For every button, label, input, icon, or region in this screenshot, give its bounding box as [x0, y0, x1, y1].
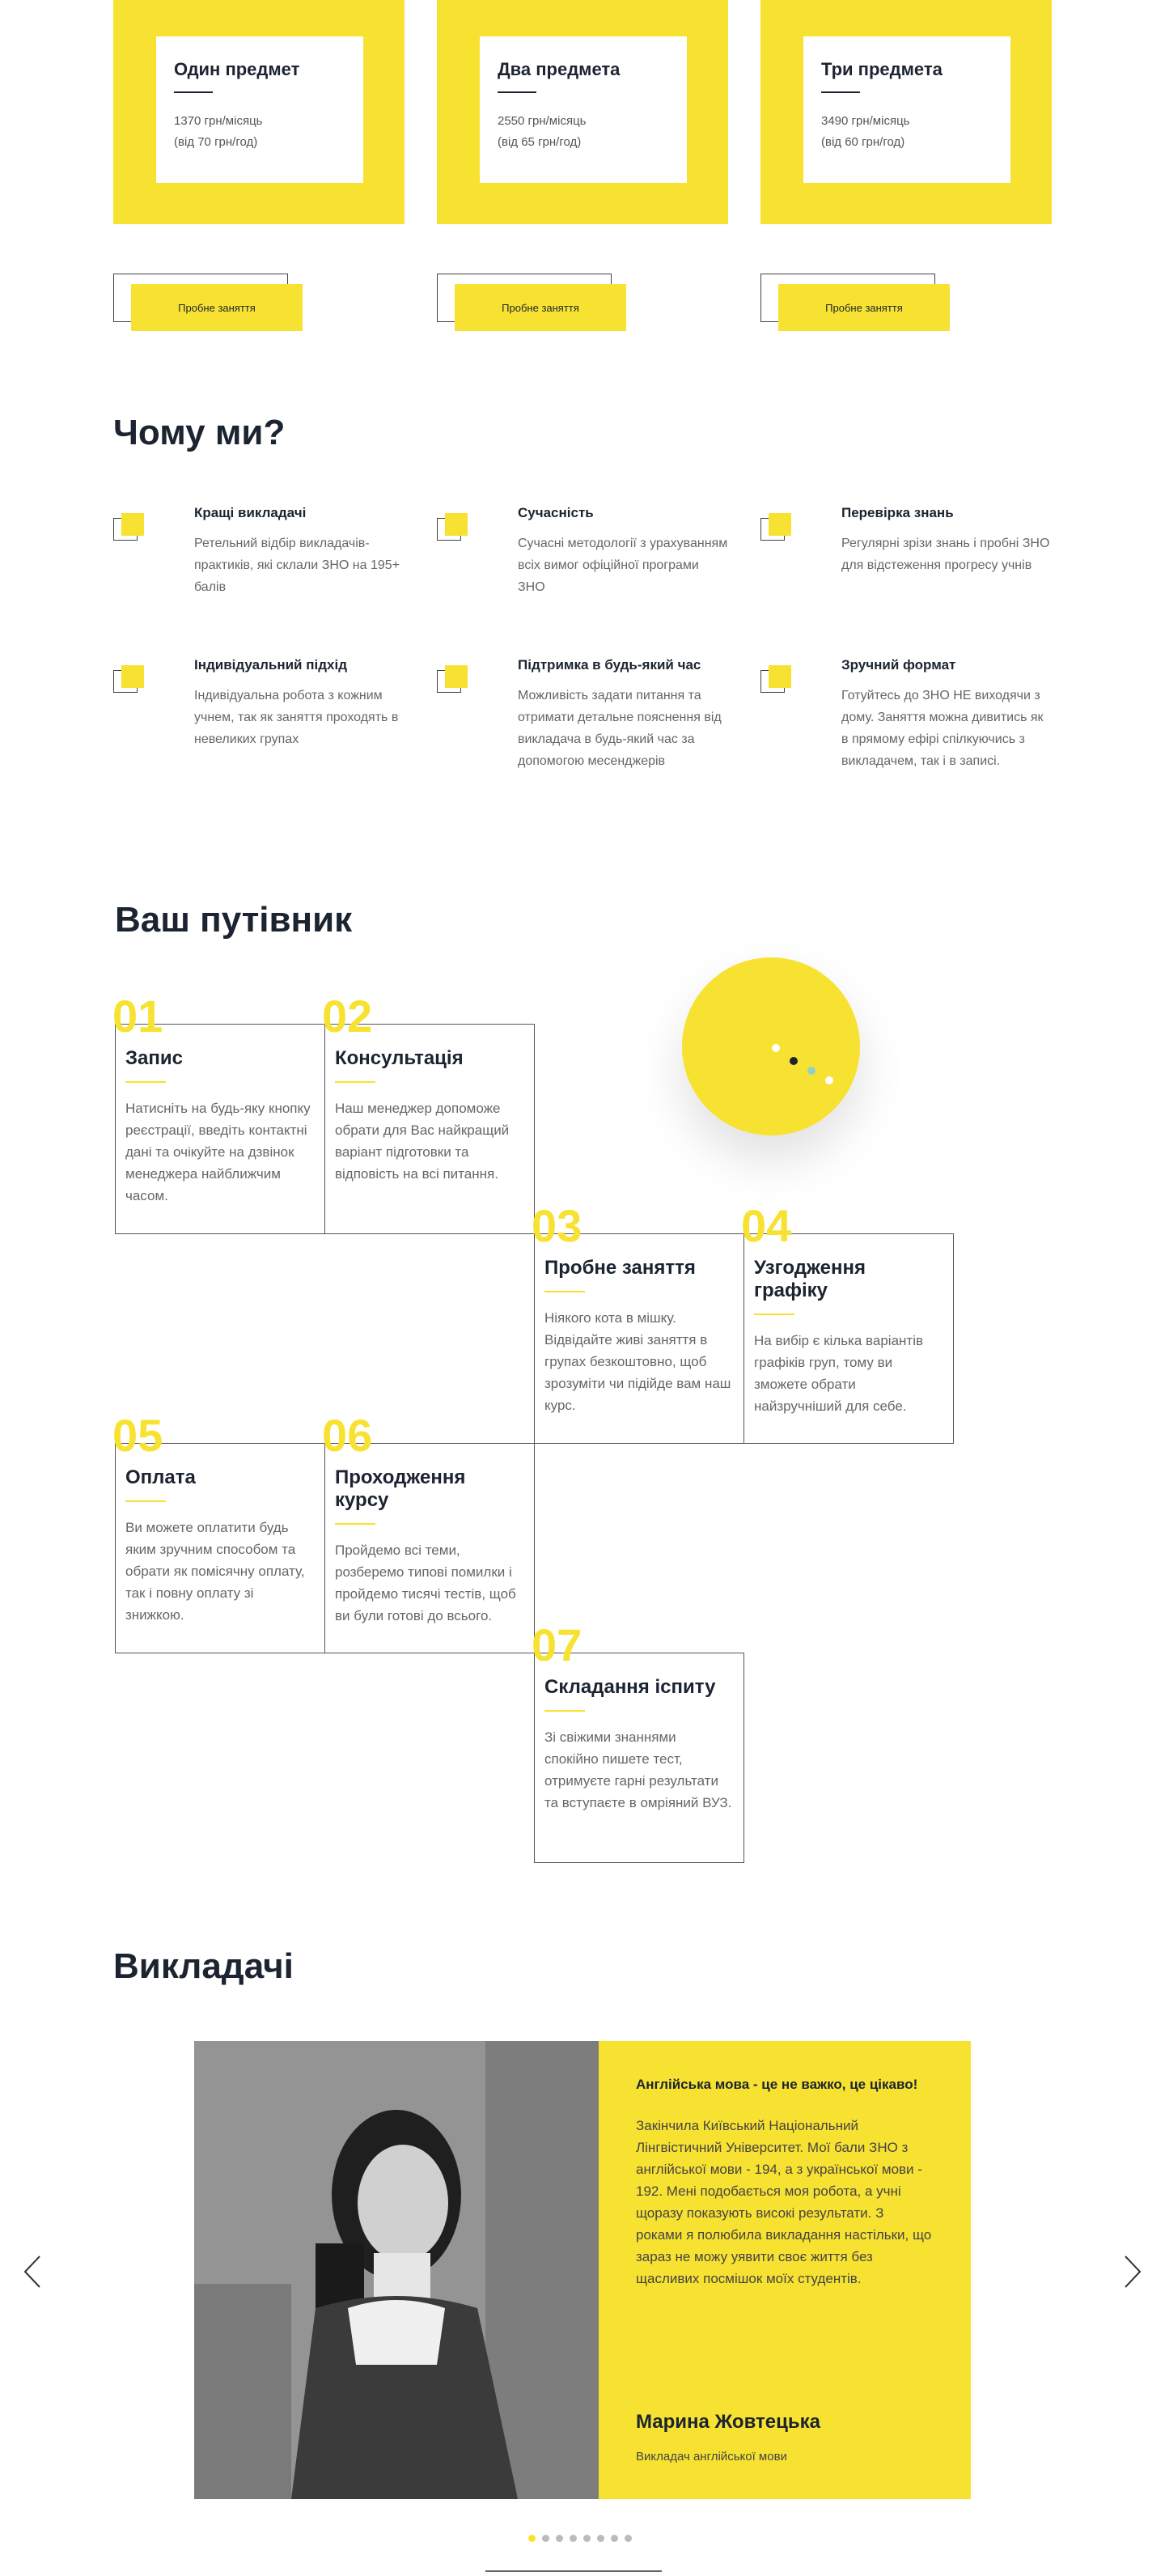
divider	[125, 1081, 166, 1083]
step-title: Пробне заняття	[544, 1257, 696, 1279]
divider	[485, 2570, 662, 2572]
pricing-price: 3490 грн/місяць	[821, 114, 910, 128]
divider	[174, 91, 213, 93]
feature-text: Регулярні зрізи знань і пробні ЗНО для відстеження прогресу учнів	[841, 537, 1050, 572]
carousel-dot[interactable]	[528, 2535, 536, 2542]
teacher-role: Викладач англійської мови	[636, 2450, 787, 2464]
carousel-dot[interactable]	[542, 2535, 549, 2542]
square-icon	[113, 665, 146, 693]
step-title: Консультація	[335, 1047, 464, 1069]
feature-modern	[518, 505, 728, 598]
square-icon	[760, 665, 793, 693]
feature-title: Кращі викладачі	[194, 505, 307, 520]
pricing-price: 1370 грн/місяць	[174, 114, 263, 128]
step-text: Зі свіжими знаннями спокійно пишете тест, отримуєте гарні результати та вступаєте в омріяний ВУЗ.	[544, 1729, 732, 1810]
carousel-dot[interactable]	[611, 2535, 618, 2542]
pricing-card-inner	[156, 36, 363, 183]
feature-individual	[194, 657, 405, 750]
step-card-3	[532, 1200, 744, 1444]
pricing-rate: (від 60 грн/год)	[821, 135, 905, 149]
step-title: Оплата	[125, 1466, 196, 1488]
feature-convenient-format	[841, 657, 1052, 772]
feature-title: Перевірка знань	[841, 505, 954, 520]
step-number: 03	[532, 1200, 582, 1251]
feature-title: Зручний формат	[841, 657, 956, 673]
feature-text: Можливість задати питання та отримати детальне пояснення від викладача в будь-який час за допомогою месенджерів	[518, 689, 722, 768]
feature-text: Готуйтесь до ЗНО НЕ виходячи з дому. Заняття можна дивитись як в прямому ефірі спілкуючись з викладачем, так і в записі.	[841, 689, 1044, 768]
feature-text: Сучасні методології з урахуванням всіх вимог офіційної програми ЗНО	[518, 537, 728, 594]
step-title: Запис	[125, 1047, 183, 1069]
feature-best-teachers	[194, 505, 405, 598]
step-title: Проходження курсу	[335, 1466, 466, 1511]
divider	[335, 1523, 375, 1525]
divider	[335, 1081, 375, 1083]
feature-support	[518, 657, 728, 772]
teacher-quote: Англійська мова - це не важко, це цікаво!	[636, 2077, 918, 2092]
carousel-dot[interactable]	[570, 2535, 577, 2542]
feature-text: Індивідуальна робота з кожним учнем, так як заняття проходять в невеликих групах	[194, 689, 399, 746]
step-text: На вибір є кілька варіантів графіків груп, тому ви зможете обрати найзручніший для себе.	[754, 1333, 924, 1414]
square-icon	[437, 665, 469, 693]
pricing-title: Один предмет	[174, 59, 300, 79]
teacher-name: Марина Жовтецька	[636, 2411, 820, 2433]
feature-knowledge-check	[841, 505, 1052, 576]
step-card-2	[322, 991, 535, 1234]
step-number: 07	[532, 1619, 582, 1670]
carousel-dot[interactable]	[597, 2535, 604, 2542]
prev-arrow-icon[interactable]	[20, 2251, 44, 2292]
step-title: Складання іспиту	[544, 1676, 716, 1698]
square-icon	[437, 513, 469, 541]
divider	[821, 91, 860, 93]
square-icon	[760, 513, 793, 541]
pricing-card-1	[113, 0, 405, 224]
guide-title: Ваш путівник	[115, 900, 353, 940]
trial-lesson-label[interactable]: Пробне заняття	[131, 284, 303, 331]
teacher-bio: Закінчила Київський Національний Лінгвістичний Університет. Мої бали ЗНО з англійської мови - 194, а з української мови - 192. Мені подобається моя робота, а учні щоразу показують високі результати. З роками я полюбила викладання настільки, що зараз не можу уявити своє життя без щасливих посмішок моїх студентів.	[636, 2118, 932, 2286]
step-text: Ніякого кота в мішку. Відвідайте живі заняття в групах безкоштовно, щоб зрозуміти чи підійде вам наш курс.	[544, 1310, 731, 1413]
step-text: Ви можете оплатити будь яким зручним способом та обрати як помісячну оплату, так і повну оплату зі знижкою.	[125, 1520, 305, 1623]
divider	[125, 1500, 166, 1502]
pricing-card-inner	[480, 36, 687, 183]
divider	[544, 1710, 585, 1712]
step-number: 06	[322, 1410, 373, 1461]
pricing-price: 2550 грн/місяць	[498, 114, 587, 128]
carousel-dot[interactable]	[583, 2535, 591, 2542]
carousel-dots	[528, 2535, 632, 2542]
teacher-photo	[194, 2041, 599, 2499]
dot-icon	[825, 1076, 833, 1084]
dot-icon	[790, 1057, 798, 1065]
pricing-title: Два предмета	[498, 59, 621, 79]
feature-text: Ретельний відбір викладачів-практиків, які склали ЗНО на 195+ балів	[194, 537, 400, 594]
feature-title: Підтримка в будь-який час	[518, 657, 701, 673]
trial-lesson-button-1[interactable]	[113, 274, 301, 330]
divider	[544, 1291, 585, 1292]
pricing-card-inner	[803, 36, 1010, 183]
next-arrow-icon[interactable]	[1121, 2251, 1145, 2292]
step-card-7	[532, 1619, 744, 1863]
pricing-card-2	[437, 0, 728, 224]
pricing-title: Три предмета	[821, 59, 943, 79]
trial-lesson-button-3[interactable]	[760, 274, 948, 330]
step-text: Наш менеджер допоможе обрати для Вас найкращий варіант підготовки та відповість на всі питання.	[335, 1101, 510, 1182]
step-title: Узгодження графіку	[754, 1257, 866, 1301]
step-card-1	[112, 991, 325, 1234]
teacher-card	[194, 2041, 971, 2499]
pricing-rate: (від 65 грн/год)	[498, 135, 582, 149]
step-number: 05	[112, 1410, 163, 1461]
feature-title: Сучасність	[518, 505, 594, 520]
step-number: 01	[112, 991, 163, 1042]
why-us-title: Чому ми?	[113, 413, 286, 452]
teacher-info	[599, 2041, 971, 2499]
step-text: Пройдемо всі теми, розберемо типові помилки і пройдемо тисячі тестів, щоб ви були готові до всього.	[335, 1543, 516, 1623]
trial-lesson-label[interactable]: Пробне заняття	[455, 284, 626, 331]
step-text: Натисніть на будь-яку кнопку реєстрації, введіть контактні дані та очікуйте на дзвінок менеджера найближчим часом.	[125, 1101, 311, 1203]
dot-icon	[772, 1044, 780, 1052]
trial-lesson-label[interactable]: Пробне заняття	[778, 284, 950, 331]
pricing-card-3	[760, 0, 1052, 224]
divider	[754, 1313, 794, 1315]
teachers-title: Викладачі	[113, 1946, 294, 1986]
dot-icon	[807, 1067, 816, 1075]
trial-lesson-button-2[interactable]	[437, 274, 625, 330]
step-card-4	[741, 1200, 954, 1444]
pricing-rate: (від 70 грн/год)	[174, 135, 258, 149]
divider	[498, 91, 536, 93]
step-card-5	[112, 1410, 325, 1653]
decorative-circle	[682, 957, 860, 1135]
carousel-dot[interactable]	[556, 2535, 563, 2542]
step-number: 04	[741, 1200, 792, 1251]
square-icon	[113, 513, 146, 541]
feature-title: Індивідуальний підхід	[194, 657, 347, 673]
step-card-6	[322, 1410, 535, 1653]
step-number: 02	[322, 991, 373, 1042]
carousel-dot[interactable]	[625, 2535, 632, 2542]
